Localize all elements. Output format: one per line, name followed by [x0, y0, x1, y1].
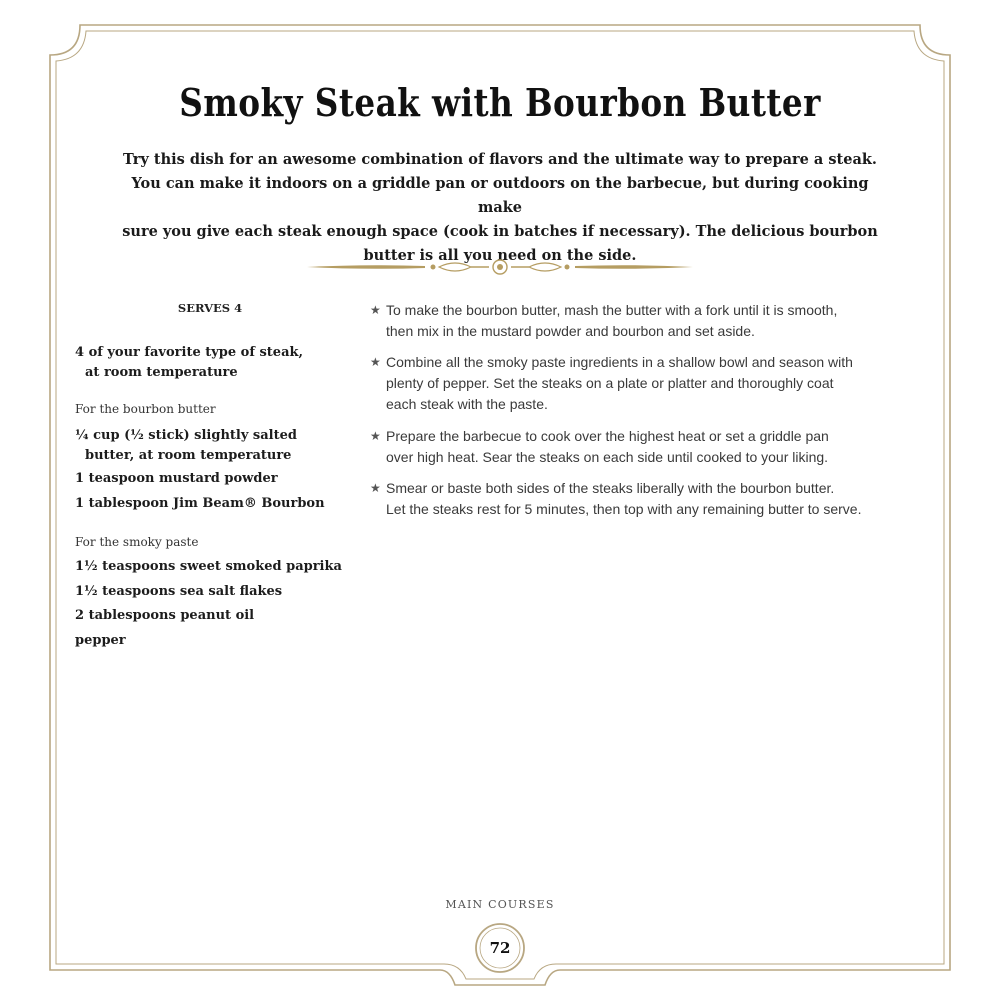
ingredient-butter — [75, 426, 355, 466]
recipe-title: Smoky Steak with Bourbon Butter — [179, 80, 821, 125]
method-step — [370, 426, 930, 468]
step-line: each steak with the paste. — [386, 396, 548, 412]
method-step — [370, 352, 930, 415]
serves-label: SERVES 4 — [177, 301, 243, 315]
star-bullet-icon: ★ — [370, 429, 381, 443]
ingredient-mustard: 1 teaspoon mustard powder — [75, 471, 278, 486]
step-line: plenty of pepper. Set the steaks on a plate or platter and thoroughly coat — [386, 375, 834, 391]
ingredient-line: ¼ cup (½ stick) slightly salted — [75, 428, 297, 443]
page-number: 72 — [489, 939, 511, 957]
ingredient-oil: 2 tablespoons peanut oil — [75, 608, 255, 623]
ingredient-steak — [75, 343, 355, 383]
ingredient-salt: 1½ teaspoons sea salt flakes — [75, 584, 283, 599]
ingredient-pepper: pepper — [75, 633, 126, 648]
step-line: over high heat. Sear the steaks on each side until cooked to your liking. — [386, 449, 829, 465]
ingredient-bourbon: 1 tablespoon Jim Beam® Bourbon — [75, 496, 325, 511]
ingredient-paprika: 1½ teaspoons sweet smoked paprika — [75, 559, 342, 574]
flourish-divider-icon — [305, 257, 695, 277]
star-bullet-icon: ★ — [370, 481, 381, 495]
paste-heading: For the smoky paste — [75, 535, 199, 549]
method-step — [370, 300, 930, 342]
step-line: To make the bourbon butter, mash the butter with a fork until it is smooth, — [386, 302, 838, 318]
intro-line: You can make it indoors on a griddle pan or outdoors on the barbecue, but during cooking make — [131, 175, 869, 216]
star-bullet-icon: ★ — [370, 303, 381, 317]
step-line: then mix in the mustard powder and bourbon and set aside. — [386, 323, 755, 339]
recipe-intro — [110, 148, 890, 268]
ingredient-line: 4 of your favorite type of steak, — [75, 345, 304, 360]
step-line: Prepare the barbecue to cook over the highest heat or set a griddle pan — [386, 428, 829, 444]
butter-heading: For the bourbon butter — [75, 402, 216, 416]
step-line: Smear or baste both sides of the steaks liberally with the bourbon butter. — [386, 480, 835, 496]
intro-line: Try this dish for an awesome combination of flavors and the ultimate way to prepare a steak. — [123, 151, 877, 168]
step-line: Combine all the smoky paste ingredients in a shallow bowl and season with — [386, 354, 853, 370]
method-step — [370, 478, 930, 520]
star-bullet-icon: ★ — [370, 355, 381, 369]
intro-line: butter is all you need on the side. — [363, 247, 637, 264]
ingredient-line: butter, at room temperature — [85, 448, 292, 463]
ingredient-line: at room temperature — [85, 365, 238, 380]
section-footer: MAIN COURSES — [445, 898, 555, 911]
intro-line: sure you give each steak enough space (cook in batches if necessary). The delicious bourbon — [122, 223, 878, 240]
step-line: Let the steaks rest for 5 minutes, then top with any remaining butter to serve. — [386, 501, 862, 517]
